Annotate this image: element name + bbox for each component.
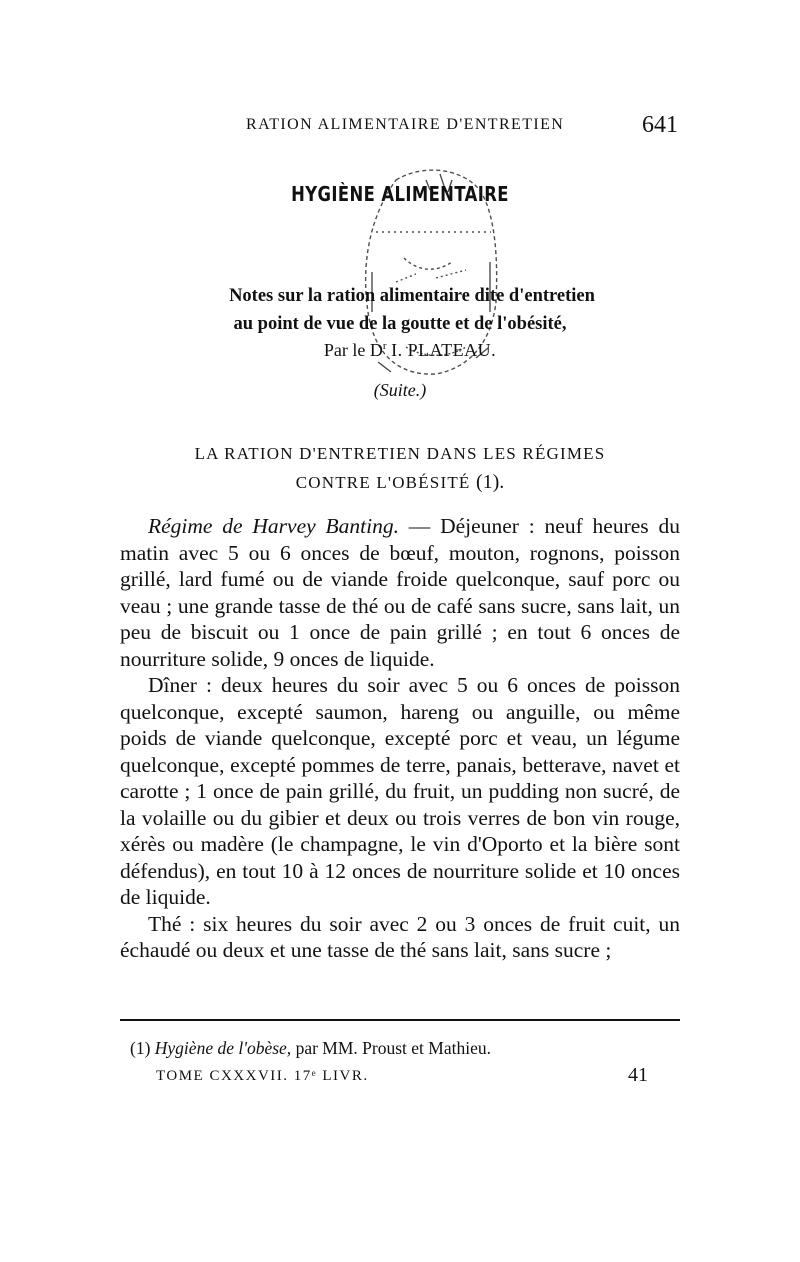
byline [0,340,800,361]
article-title [120,282,680,338]
footnote-rule [120,1019,680,1021]
footnote [130,1038,491,1059]
author-name: I. PLATEAU. [391,340,497,360]
byline-prefix: Par le D [323,340,383,360]
regime-name: Régime de Harvey Banting. [148,514,399,538]
article-title-line1: Notes sur la ration alimentaire dite d'entretien [229,286,595,306]
signature-line [118,1064,648,1094]
paragraph-1 [120,513,680,672]
subsection-line2: CONTRE L'OBÉSITÉ [295,473,471,492]
footnote-reference: (1). [475,471,505,493]
running-head [118,112,678,142]
tome-label: TOME CXXXVII. 17ᵉ LIVR. [156,1068,369,1084]
article-title-line2: au point de vue de la goutte et de l'obésité, [233,314,567,334]
subsection-heading [120,440,680,497]
byline-sup: r [382,340,387,352]
running-title: RATION ALIMENTAIRE D'ENTRETIEN [246,116,565,133]
page-number: 641 [642,112,678,138]
footnote-cited-title: Hygiène de l'obèse, [154,1038,292,1058]
sheet-number: 41 [628,1064,648,1086]
continuation-text: (Suite.) [373,380,427,400]
paragraph-3: Thé : six heures du soir avec 2 ou 3 onces de fruit cuit, un échaudé ou deux et une tasse de thé sans lait, sans sucre ; [120,911,680,962]
body-text [120,513,680,964]
continuation-note [0,380,800,401]
subsection-line1: LA RATION D'ENTRETIEN DANS LES RÉGIMES [194,444,606,463]
paragraph-1-text: — Déjeuner : neuf heures du matin avec 5 ou 6 onces de bœuf, mouton, rognons, poisson grillé, lard fumé ou de viande froide quelconque, sauf porc ou veau ; une grande tasse de thé ou de café sans sucre, sans lait, un peu de biscuit ou 1 once de pain grillé ; en tout 6 onces de nourriture solide, 9 onces de liquide. [120,514,680,671]
footnote-marker: (1) [130,1038,151,1058]
footnote-text: par MM. Proust et Mathieu. [291,1038,491,1058]
section-title: HYGIÈNE ALIMENTAIRE [291,182,509,206]
paragraph-2: Dîner : deux heures du soir avec 5 ou 6 onces de poisson quelconque, excepté saumon, hareng ou anguille, ou même poids de viande quelconque, excepté porc et veau, un légume quelconque, excepté pommes de terre, panais, betterave, navet et carotte ; 1 once de pain grillé, du fruit, un pudding non sucré, de la volaille ou du gibier et deux ou trois verres de bon vin rouge, xérès ou madère (le champagne, le vin d'Oporto et la bière sont défendus), en tout 10 à 12 onces de nourriture solide et 10 onces de liquide. [120,673,680,909]
